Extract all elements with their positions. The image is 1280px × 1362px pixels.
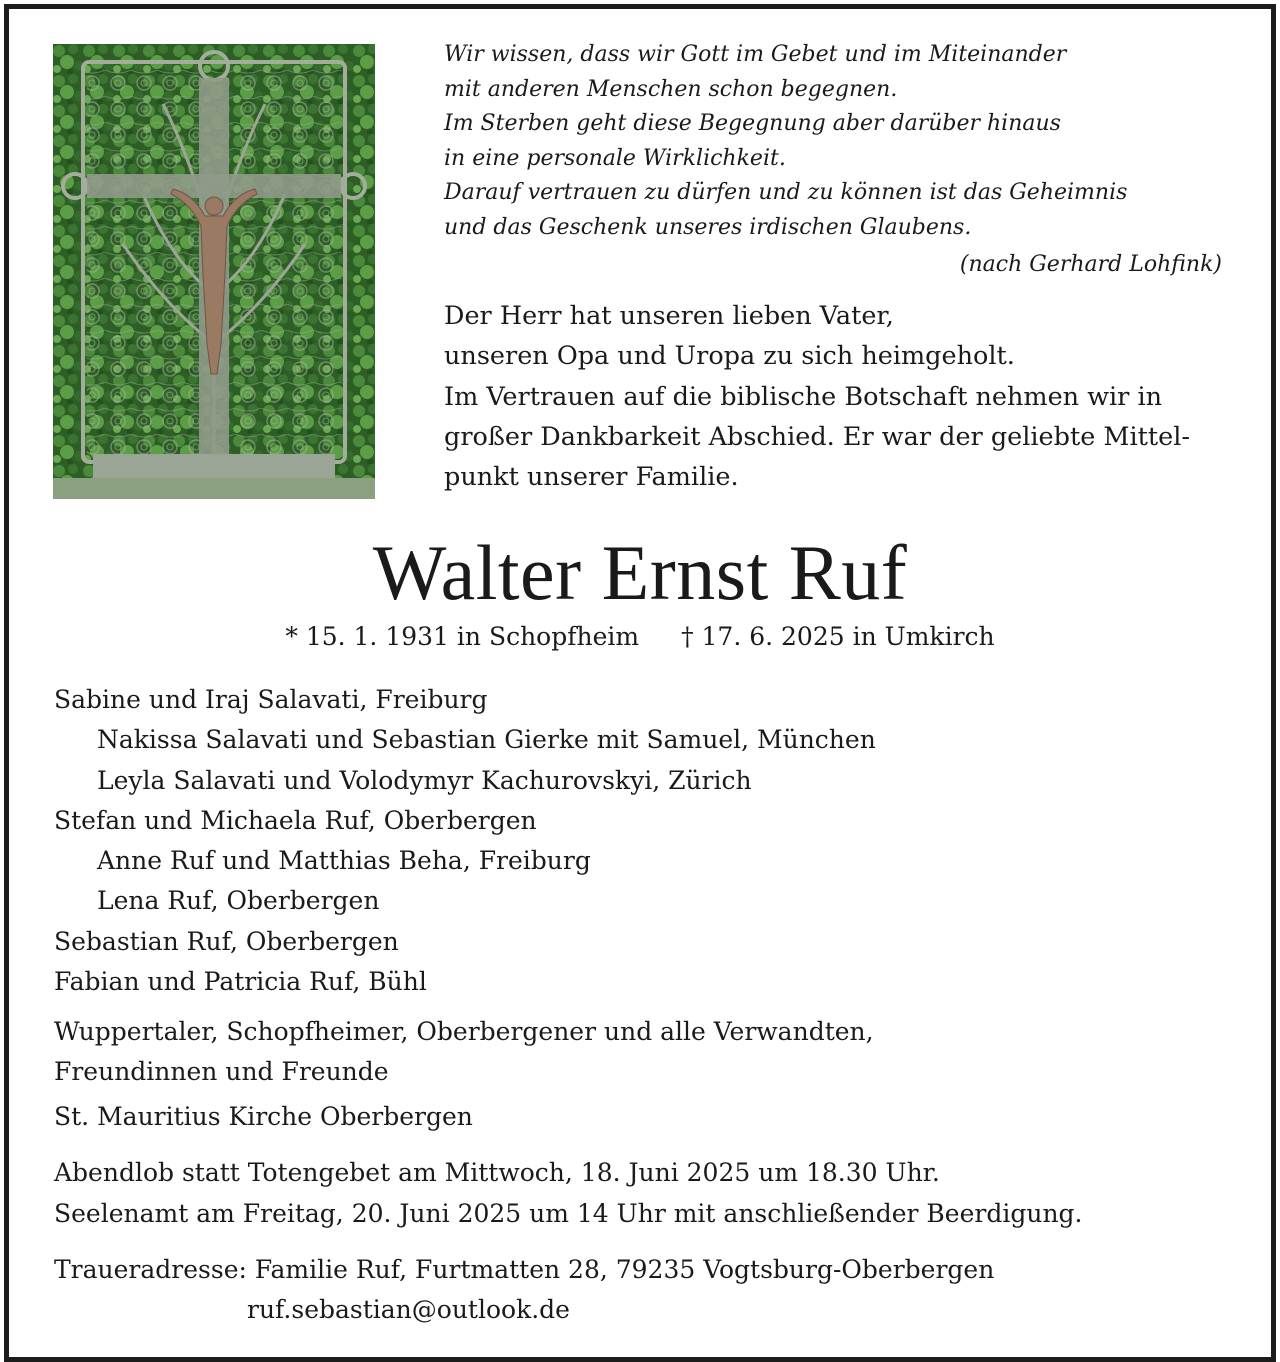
quote-block [444,38,1234,246]
church-name: St. Mauritius Kirche Oberbergen [54,1102,473,1131]
intro-text [444,296,1190,497]
intro-line: unseren Opa und Uropa zu sich heimgeholt. [444,341,1015,372]
quote-line: Im Sterben geht diese Begegnung aber darüber hinaus [444,111,1061,137]
relatives-text [54,1012,874,1092]
deceased-name: Walter Ernst Ruf [372,529,908,616]
quote-source: (nach Gerhard Lohfink) [959,252,1222,277]
quote-line: in eine personale Wirklichkeit. [444,145,786,171]
mourning-address [54,1250,994,1330]
services-text [54,1152,1083,1234]
family-member: Lena Ruf, Oberbergen [97,886,380,916]
life-dates [0,622,1280,651]
quote-line: Darauf vertrauen zu dürfen und zu können ist das Geheimnis [444,180,1128,206]
service-line: Seelenamt am Freitag, 20. Juni 2025 um 14 Uhr mit anschließender Beerdigung. [54,1199,1083,1228]
address-value: Familie Ruf, Furtmatten 28, 79235 Vogtsburg-Oberbergen [254,1255,995,1284]
quote-line: mit anderen Menschen schon begegnen. [444,76,898,102]
address-email: ruf.sebastian@outlook.de [247,1295,570,1324]
quote-line: Wir wissen, dass wir Gott im Gebet und im Miteinander [444,42,1067,67]
death-date: † 17. 6. 2025 in Umkirch [681,622,995,651]
family-member: Anne Ruf und Matthias Beha, Freiburg [97,846,591,876]
family-list [54,680,876,1002]
family-member: Sabine und Iraj Salavati, Freiburg [54,685,488,714]
family-member: Stefan und Michaela Ruf, Oberbergen [54,805,537,835]
intro-line: punkt unserer Familie. [444,462,739,493]
intro-line: Im Vertrauen auf die biblische Botschaft nehmen wir in [444,381,1163,412]
service-line: Abendlob statt Totengebet am Mittwoch, 18. Juni 2025 um 18.30 Uhr. [54,1158,940,1187]
family-member: Leyla Salavati und Volodymyr Kachurovskyi, Zürich [97,765,752,795]
birth-date: * 15. 1. 1931 in Schopfheim [285,622,640,651]
family-member: Sebastian Ruf, Oberbergen [54,926,399,956]
relatives-line: Wuppertaler, Schopfheimer, Oberbergener und alle Verwandten, [54,1017,874,1046]
relatives-line: Freundinnen und Freunde [54,1057,389,1086]
crucifix-photo [53,44,375,499]
quote-line: und das Geschenk unseres irdischen Glaubens. [444,214,972,240]
intro-line: großer Dankbarkeit Abschied. Er war der geliebte Mittel- [444,421,1191,452]
address-label: Traueradresse: [54,1255,247,1284]
family-member: Nakissa Salavati und Sebastian Gierke mit Samuel, München [97,725,876,755]
intro-line: Der Herr hat unseren lieben Vater, [444,301,894,331]
family-member: Fabian und Patricia Ruf, Bühl [54,967,427,997]
